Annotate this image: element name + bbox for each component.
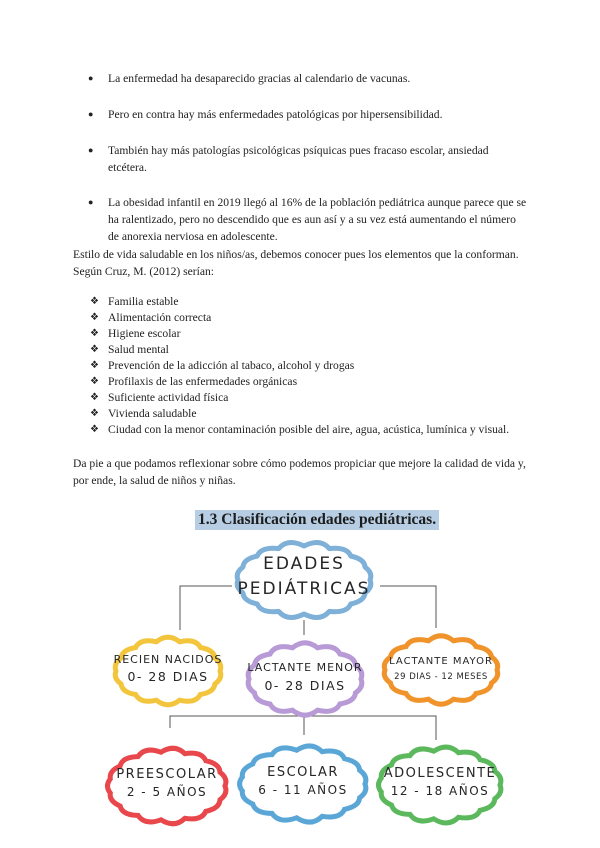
cloud-preescolar — [108, 748, 226, 824]
node-line2: 0- 28 DIAS — [127, 669, 209, 684]
list-item: ❖ Familia estable — [90, 294, 550, 310]
node-line1: LACTANTE MENOR — [247, 661, 363, 674]
list-item: ❖ Ciudad con la menor contaminación posible del aire, agua, acústica, lumínica y visual. — [90, 422, 550, 438]
bullet-list — [88, 70, 528, 245]
cloud-recien-nacidos — [114, 637, 223, 705]
healthy-lifestyle-list — [90, 294, 550, 438]
closing-paragraph: Da pie a que podamos reflexionar sobre cómo podemos propiciar que mejore la calidad de vida y, por ende, la salud de niños y niñas. — [73, 457, 526, 487]
list-item: ❖ Prevención de la adicción al tabaco, alcohol y drogas — [90, 358, 550, 374]
cloud-lactante-mayor — [384, 636, 497, 704]
root-line1: EDADES — [263, 554, 345, 574]
pediatric-ages-diagram — [0, 530, 600, 848]
cloud-adolescente — [379, 747, 501, 823]
node-line1: LACTANTE MAYOR — [389, 656, 493, 667]
node-line2: 29 DIAS - 12 MESES — [394, 672, 488, 682]
node-line1: PREESCOLAR — [116, 767, 218, 782]
node-line1: ESCOLAR — [267, 765, 339, 780]
bullet-item: ● La obesidad infantil en 2019 llegó al 16% de la población pediátrica aunque parece que se ha ralentizado, pero no descendido que es aun así y a su vez está aumentando el número de anorexia nerviosa en adolescente. — [88, 194, 528, 245]
bullet-item: ● Pero en contra hay más enfermedades patológicas por hipersensibilidad. — [88, 106, 528, 123]
list-item: ❖ Higiene escolar — [90, 326, 550, 342]
list-item: ❖ Salud mental — [90, 342, 550, 358]
node-line2: 12 - 18 AÑOS — [390, 784, 490, 798]
list-item: ❖ Profilaxis de las enfermedades orgánicas — [90, 374, 550, 390]
node-line2: 2 - 5 AÑOS — [126, 785, 208, 799]
node-line1: ADOLESCENTE — [383, 766, 497, 781]
cloud-shape — [384, 636, 497, 704]
list-item: ❖ Vivienda saludable — [90, 406, 550, 422]
cloud-lactante-menor — [247, 643, 362, 715]
section-heading: 1.3 Clasificación edades pediátricas. — [195, 510, 439, 530]
intro-paragraph: Estilo de vida saludable en los niños/as, debemos conocer pues los elementos que la conforman. Según Cruz, M. (2012) serían: — [73, 248, 519, 278]
root-line2: PEDIÁTRICAS — [237, 579, 371, 599]
list-item: ❖ Alimentación correcta — [90, 310, 550, 326]
node-line1: RECIEN NACIDOS — [113, 653, 223, 666]
node-line2: 6 - 11 AÑOS — [258, 783, 348, 797]
bullet-item: ● La enfermedad ha desaparecido gracias al calendario de vacunas. — [88, 70, 528, 87]
cloud-root — [237, 543, 371, 618]
node-line2: 0- 28 DIAS — [264, 678, 346, 693]
list-item: ❖ Suficiente actividad física — [90, 390, 550, 406]
cloud-escolar — [240, 746, 366, 822]
bullet-item: ● También hay más patologías psicológicas psíquicas pues fracaso escolar, ansiedad etcétera. — [88, 142, 528, 176]
